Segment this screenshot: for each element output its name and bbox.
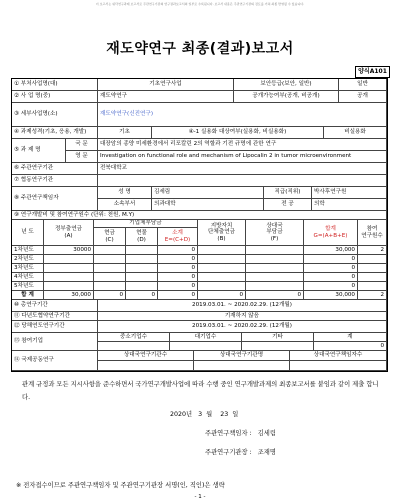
budget-section-title: ⑨ 연구개발비 및 참여연구원수 (단위: 천원, M.Y): [12, 211, 387, 220]
project-kor-label: 국 문: [66, 139, 98, 151]
gov-cell: [44, 282, 94, 291]
staff-cell: 2: [358, 246, 387, 255]
current-period-value: 2019.03.01. ~ 2020.02.29. (12개월): [98, 321, 387, 333]
subtotal-cell: 0: [158, 282, 198, 291]
project-label: ⑤ 과 제 명: [12, 139, 66, 163]
year-label: 2차년도: [12, 255, 44, 264]
subtotal-cell: 0: [158, 246, 198, 255]
pi-signature-line: 주관연구책임자 : 김세림: [205, 430, 276, 437]
year-label: 5차년도: [12, 282, 44, 291]
large-count-header: 대기업수: [170, 333, 242, 342]
program-value: 재도약연구: [98, 91, 234, 103]
budget-col-staff: 참여 연구원수: [358, 220, 387, 246]
subtotal-cell: 0: [158, 264, 198, 273]
other-count-header: 기타: [242, 333, 314, 342]
subprogram-value: 재도약연구(신진연구): [98, 103, 387, 127]
other-cell: 0: [246, 291, 304, 300]
project-eng-label: 영 문: [66, 151, 98, 163]
other-cell: [246, 255, 304, 264]
ministry-label: ① 부처사업명(대): [12, 79, 98, 91]
cash-cell: [94, 264, 126, 273]
total-cell: 30,000: [304, 291, 358, 300]
security-value: 일반: [339, 79, 387, 91]
pi-name-value: 김세림: [152, 187, 264, 199]
partner-inst-name-header: 상대국연구기관명: [194, 351, 290, 361]
partner-inst-count-value: [98, 361, 194, 371]
local-cell: [198, 264, 246, 273]
kind-cell: [126, 273, 158, 282]
budget-col-local: 지방자치 단체출연금 (B): [198, 220, 246, 246]
staff-cell: [358, 264, 387, 273]
companies-label: ⑬ 참여기업: [12, 333, 98, 351]
budget-col-kind: 현물 (D): [126, 228, 158, 246]
pi-name-label: 성 명: [98, 187, 152, 199]
total-row-label: 합 계: [12, 291, 44, 300]
multi-period-label: ⑪ 다년도협약연구기간: [12, 312, 98, 321]
category-label: ④ 과제성격(기초, 응용, 개발): [12, 127, 98, 139]
kind-cell: [126, 255, 158, 264]
budget-col-subtotal: 소계 E=(C+D): [158, 228, 198, 246]
total-cell: 0: [304, 264, 358, 273]
budget-col-cash: 현금 (C): [94, 228, 126, 246]
gov-cell: [44, 255, 94, 264]
local-cell: [198, 273, 246, 282]
total-period-label: ⑩ 총연구기간: [12, 300, 98, 312]
electronic-submission-note: ※ 전자접수이므로 주관연구책임자 및 주관연구기관장 서명(인, 직인)은 생략: [16, 482, 225, 489]
pi-dept-label: 소속부서: [98, 199, 152, 211]
budget-col-other: 상대국 부담금 (F): [246, 220, 304, 246]
kind-cell: [126, 246, 158, 255]
program-label: ② 사 업 명(중): [12, 91, 98, 103]
partner-inst-name-value: [194, 361, 290, 371]
staff-cell: [358, 255, 387, 264]
pi-dept-value: 의과대학: [152, 199, 264, 211]
category-value: 기초: [98, 127, 152, 139]
partner-pi-count-header: 상대국연구책임자수: [290, 351, 387, 361]
staff-cell: [358, 282, 387, 291]
pi-position-value: 박사후연구원: [312, 187, 387, 199]
partner-inst-count-header: 상대국연구기관수: [98, 351, 194, 361]
subtotal-cell: 0: [158, 291, 198, 300]
cash-cell: [94, 273, 126, 282]
pi-position-label: 직급(직위): [264, 187, 312, 199]
project-kor-value: 대장암의 종양 미세환경에서 리포칼린 2의 역할과 기전 규명에 관한 연구: [98, 139, 387, 151]
cash-cell: [94, 255, 126, 264]
current-period-label: ⑫ 당해연도연구기간: [12, 321, 98, 333]
budget-col-total: 합계 G=(A+B+E): [304, 220, 358, 246]
pi-label: ⑧ 주관연구책임자: [12, 187, 98, 211]
cash-cell: [94, 246, 126, 255]
total-cell: 0: [304, 273, 358, 282]
report-form: [11, 78, 388, 372]
staff-cell: 2: [358, 291, 387, 300]
cash-cell: [94, 282, 126, 291]
commercial-label: ④-1 실용화 대상여부(실용화, 비실용화): [152, 127, 324, 139]
gov-cell: 30,000: [44, 291, 94, 300]
partner-pi-count-value: [290, 361, 387, 371]
pi-major-label: 전 공: [264, 199, 312, 211]
coop-inst-label: ⑦ 협동연구기관: [12, 175, 98, 187]
sme-count-value: [98, 342, 170, 351]
companies-total-header: 계: [314, 333, 387, 342]
total-cell: 0: [304, 255, 358, 264]
local-cell: [198, 246, 246, 255]
form-id-badge: 양식A101: [355, 66, 390, 78]
local-cell: [198, 282, 246, 291]
total-cell: 0: [304, 282, 358, 291]
publish-label: 공개가능여부(공개, 비공개): [234, 91, 339, 103]
local-cell: 0: [198, 291, 246, 300]
commercial-value: 비실용화: [324, 127, 387, 139]
cash-cell: 0: [94, 291, 126, 300]
year-label: 4차년도: [12, 273, 44, 282]
year-label: 1차년도: [12, 246, 44, 255]
budget-col-gov: 정부출연금 (A): [44, 220, 94, 246]
companies-total-value: 0: [314, 342, 387, 351]
inst-head-signature-line: 주관연구기관장 : 조재명: [205, 449, 276, 456]
publish-value: 공개: [339, 91, 387, 103]
project-eng-value: Investigation on functional role and mechanism of Lipocalin 2 in tumor microenvironment: [98, 151, 387, 163]
multi-period-value: 기재하지 않음: [98, 312, 387, 321]
host-inst-value: 전북대학교: [98, 163, 387, 175]
kind-cell: [126, 282, 158, 291]
local-cell: [198, 255, 246, 264]
submission-date: 2020년 3 월 23 일: [170, 411, 239, 418]
pi-major-value: 의학: [312, 199, 387, 211]
coop-inst-value: [98, 175, 387, 187]
total-period-value: 2019.03.01. ~ 2020.02.29. (12개월): [98, 300, 387, 312]
subtotal-cell: 0: [158, 255, 198, 264]
year-label: 3차년도: [12, 264, 44, 273]
ministry-value: 기초연구사업: [98, 79, 234, 91]
intl-collab-label: ⑭ 국제공동연구: [12, 351, 98, 371]
gov-cell: 30000: [44, 246, 94, 255]
kind-cell: [126, 264, 158, 273]
kind-cell: 0: [126, 291, 158, 300]
gov-cell: [44, 273, 94, 282]
other-cell: [246, 273, 304, 282]
security-label: 보안등급(보안, 일반): [234, 79, 339, 91]
submission-statement: 관계 규정과 모든 지시사항을 준수하면서 국가연구개발사업에 따라 수행 중인 연구개발과제의 최종보고서를 붙임과 같이 제출 합니다.: [22, 381, 379, 401]
other-cell: [246, 264, 304, 273]
host-inst-label: ⑥ 주관연구기관: [12, 163, 98, 175]
other-count-value: [242, 342, 314, 351]
gov-cell: [44, 264, 94, 273]
sme-count-header: 중소기업수: [98, 333, 170, 342]
subtotal-cell: 0: [158, 273, 198, 282]
top-note: 이 보고서는 위탁연구과제 보고서로 주관연구기관의 연구결과보고서의 일부로 수록됩니다. 보고서 내용은 주관연구기관의 검토를 거쳐 최종 반영될 수 있습니다.: [95, 2, 305, 6]
total-cell: 30,000: [304, 246, 358, 255]
budget-col-corp: 기업체부담금: [94, 220, 198, 228]
page-number: - 1 -: [194, 494, 206, 500]
other-cell: [246, 282, 304, 291]
budget-col-year: 년 도: [12, 220, 44, 246]
staff-cell: [358, 273, 387, 282]
document-title: 재도약연구 최종(결과)보고서: [106, 41, 294, 57]
subprogram-label: ③ 세부사업명(소): [12, 103, 98, 127]
other-cell: [246, 246, 304, 255]
large-count-value: [170, 342, 242, 351]
